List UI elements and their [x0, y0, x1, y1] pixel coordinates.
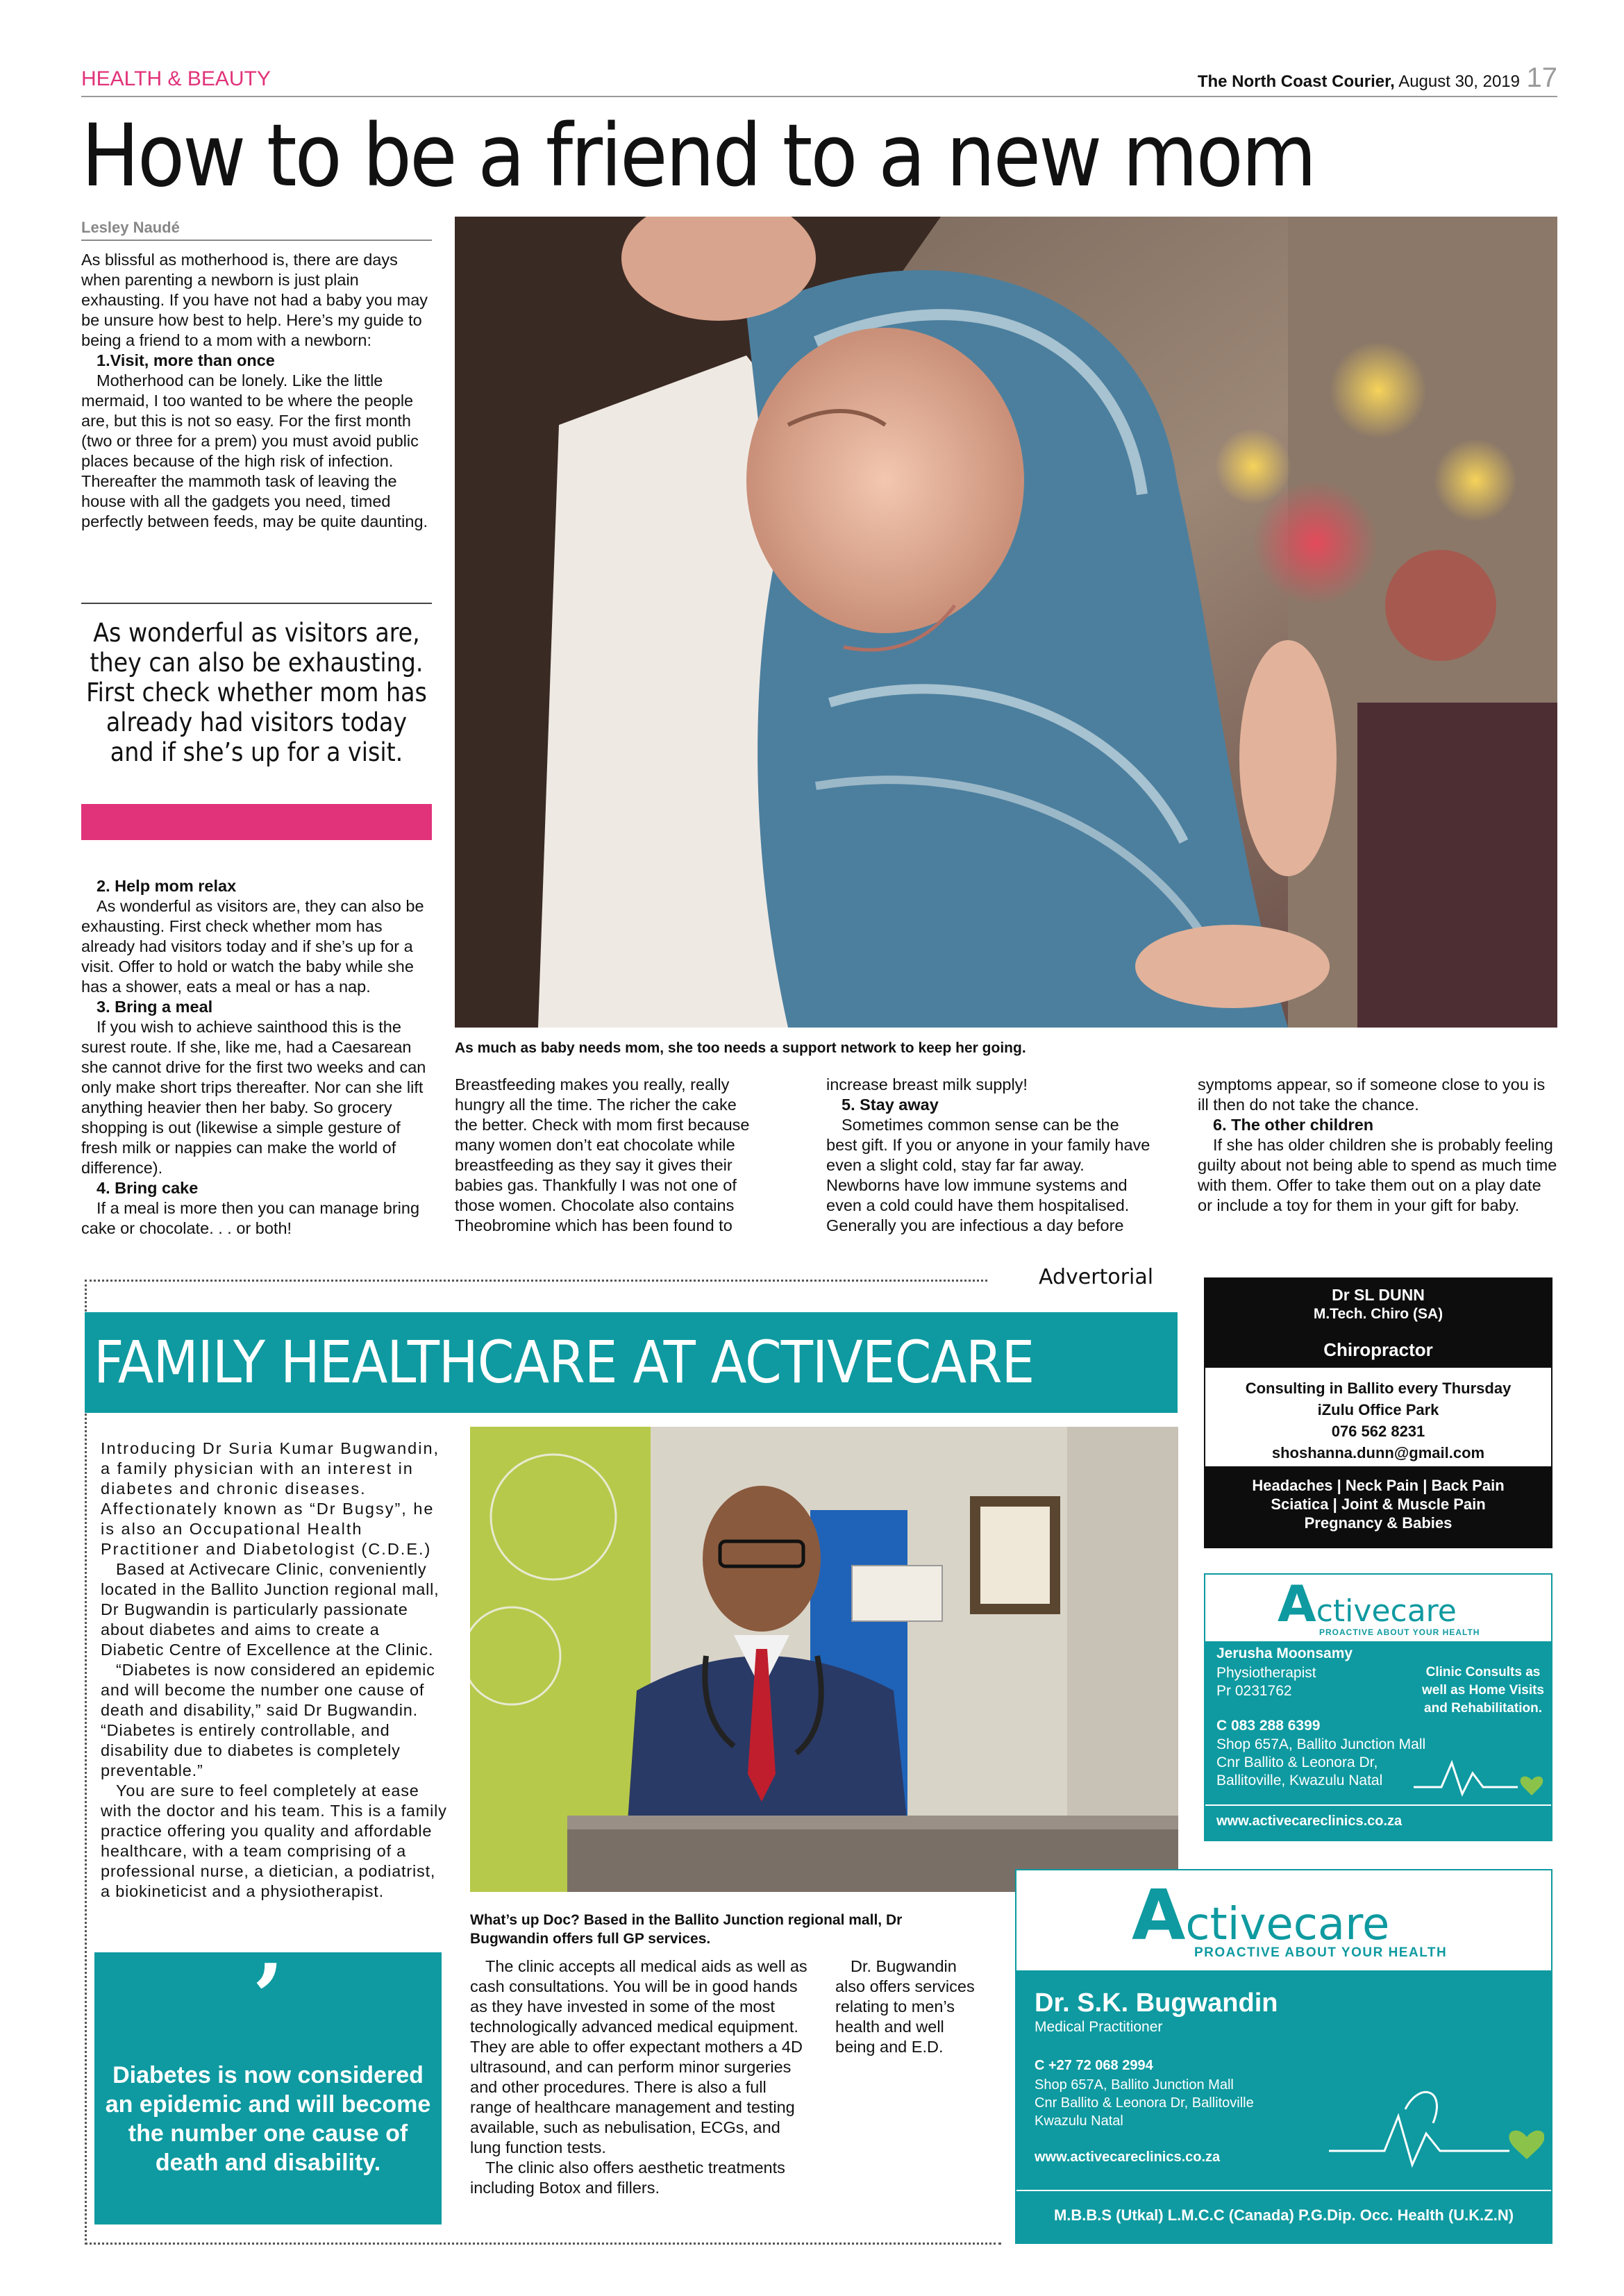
- doctor-ad-name: Dr. S.K. Bugwandin: [1035, 1988, 1278, 2018]
- physiotherapist-role: Physiotherapist: [1216, 1665, 1316, 1681]
- doctor-ad-address-3: Kwazulu Natal: [1035, 2113, 1123, 2129]
- doctor-ad-website[interactable]: www.activecareclinics.co.za: [1035, 2150, 1221, 2165]
- activecare-logo: [1278, 1575, 1457, 1633]
- article-intro-column: [81, 250, 432, 532]
- subhead-other-children: 6. The other children: [1213, 1116, 1374, 1134]
- advertorial-aesthetics: The clinic also offers aesthetic treatments including Botox and fillers.: [470, 2159, 785, 2197]
- advertorial-para-3: You are sure to feel completely at ease with the doctor and his team. This is a family practice offering you quality and affordable healthcare, with a team comprising of a professional nurse, a dietician, a podiatrist, a biokineticist and a physiotherapist.: [101, 1782, 447, 1900]
- masthead-line: [1198, 72, 1520, 92]
- advertorial-para-2: “Diabetes is now considered an epidemic and will become the number one cause of death and disability,” said Dr Bugwandin. “Diabetes is entirely controllable, and disability due to diabetes is completely preventable.”: [101, 1661, 435, 1779]
- advertorial-left-border: [85, 1280, 87, 2245]
- physiotherapist-address-2: Cnr Ballito & Leonora Dr,: [1216, 1754, 1378, 1770]
- advertorial-intro: Introducing Dr Suria Kumar Bugwandin, a family physician with an interest in diabetes and chronic diseases. Affectionately known as “Dr Bugsy”, he is also an Occupational Health Practitioner and Diabetologist (C.D.E.): [101, 1439, 440, 1558]
- advertorial-mens-health: Dr. Bugwandin also offers services relating to men’s health and well being and E.D.: [835, 1957, 975, 2056]
- doctor-ad-address-2: Cnr Ballito & Leonora Dr, Ballitoville: [1035, 2095, 1254, 2111]
- advertorial-para-1: Based at Activecare Clinic, conveniently located in the Ballito Junction regional mall, Dr Bugwandin is particularly passionate about diabetes and aims to create a Diabetic Centre of Excellence at the Clinic.: [101, 1560, 440, 1659]
- paragraph-other-children: If she has older children she is probably feeling guilty about not being able to spend as much time with them. Offer to take them out on a play date or include a toy for them in your gift for baby.: [1198, 1136, 1557, 1214]
- paragraph-relax: As wonderful as visitors are, they can also be exhausting. First check whether mom has already had visitors today and if she’s up for a visit. Offer to hold or watch the baby while she has a shower, eats a meal or has a nap.: [81, 897, 424, 996]
- paragraph-milk: increase breast milk supply!: [826, 1075, 1028, 1093]
- chiropractor-services: [1204, 1466, 1552, 1548]
- paper-name: The North Coast Courier,: [1197, 72, 1395, 91]
- advertorial-top-border: [85, 1280, 987, 1282]
- physiotherapist-note: Clinic Consults as well as Home Visits and Rehabilitation.: [1421, 1665, 1544, 1716]
- subhead-cake: 4. Bring cake: [97, 1179, 199, 1197]
- activecare-logo-large-icon: A: [1132, 1875, 1186, 1956]
- article-left-column: [81, 876, 432, 1239]
- activecare-tagline: PROACTIVE ABOUT YOUR HEALTH: [1319, 1627, 1480, 1637]
- issue-date: August 30, 2019: [1398, 72, 1520, 91]
- subhead-visit: 1.Visit, more than once: [97, 351, 275, 369]
- advertorial-column-2: [470, 1956, 810, 2198]
- activecare-logo-text: ctivecare: [1316, 1593, 1457, 1629]
- paragraph-symptoms: symptoms appear, so if someone close to you is ill then do not take the chance.: [1198, 1075, 1546, 1114]
- physiotherapist-divider: [1205, 1804, 1551, 1806]
- doctor-photo-caption: What’s up Doc? Based in the Ballito Junction regional mall, Dr Bugwandin offers full GP services.: [470, 1912, 903, 1947]
- doctor-ad-qualifications: M.B.B.S (Utkal) L.M.C.C (Canada) P.G.Dip. Occ. Health (U.K.Z.N): [1053, 2206, 1514, 2224]
- chiropractor-details: [1204, 1377, 1552, 1464]
- doctor-ad-phone: C +27 72 068 2994: [1035, 2058, 1153, 2073]
- article-column-2: [455, 1075, 760, 1236]
- advertorial-quote: Diabetes is now considered an epidemic and will become the number one cause of death and disability.: [105, 2062, 431, 2176]
- physiotherapist-website[interactable]: www.activecareclinics.co.za: [1216, 1813, 1403, 1829]
- header-rule: [81, 96, 1557, 97]
- activecare-logo-large-text: ctivecare: [1185, 1899, 1390, 1950]
- intro-paragraph: As blissful as motherhood is, there are days when parenting a newborn is just plain exhausting. If you have not had a baby you may be unsure how best to help. Here’s my guide to being a friend to a mom with a newborn:: [81, 251, 428, 349]
- chiropractor-service-1: Headaches | Neck Pain | Back Pain: [1252, 1477, 1505, 1494]
- physiotherapist-details-panel: [1205, 1641, 1551, 1841]
- activecare-logo-icon: A: [1278, 1575, 1316, 1633]
- chiropractor-phone: 076 562 8231: [1331, 1423, 1425, 1440]
- chiropractor-service-2: Sciatica | Joint & Muscle Pain: [1271, 1495, 1486, 1513]
- activecare-logo-large: [1132, 1875, 1389, 1956]
- chiropractor-service-3: Pregnancy & Babies: [1304, 1514, 1453, 1532]
- chiropractor-role: Chiropractor: [1323, 1339, 1433, 1360]
- mother-baby-photo: [455, 217, 1557, 1028]
- advertorial-label: Advertorial: [1039, 1265, 1154, 1289]
- paragraph-breastfeeding: Breastfeeding makes you really, really hungry all the time. The richer the cake the better. Check with mom first because many women don’t eat chocolate while breastfeeding as they say it gives their babies gas. Thankfully I was not one of those women. Chocolate also contains Theobromine which has been found to: [455, 1075, 750, 1234]
- doctor-ad-role: Medical Practitioner: [1035, 2019, 1163, 2035]
- byline: Lesley Naudé: [81, 219, 432, 241]
- physiotherapist-practice-number: Pr 0231762: [1216, 1683, 1292, 1699]
- paragraph-cake: If a meal is more then you can manage bring cake or chocolate. . . or both!: [81, 1199, 420, 1237]
- physiotherapist-name: Jerusha Moonsamy: [1216, 1645, 1353, 1661]
- physiotherapist-address-3: Ballitoville, Kwazulu Natal: [1216, 1773, 1383, 1788]
- article-title: How to be a friend to a new mom: [81, 106, 1315, 206]
- physiotherapist-phone: C 083 288 6399: [1216, 1718, 1321, 1734]
- section-label: HEALTH & BEAUTY: [81, 67, 271, 90]
- chiropractor-schedule: Consulting in Ballito every Thursday: [1245, 1380, 1512, 1397]
- heartbeat-heart-icon: [1414, 1745, 1546, 1801]
- pullquote-accent-bar: [81, 804, 432, 840]
- doctor-ad-details-panel: [1016, 1970, 1551, 2243]
- advertorial-column-3: [835, 1956, 981, 2057]
- chiropractor-ad-header: [1204, 1277, 1552, 1368]
- paragraph-visit: Motherhood can be lonely. Like the little mermaid, I too wanted to be where the people are, but this is not so easy. For the first month (two or three for a prem) you must avoid public places because of the high risk of infection. Thereafter the mammoth task of leaving the house with all the gadgets you need, timed perfectly between feeds, may be quite daunting.: [81, 371, 428, 530]
- physiotherapist-address-1: Shop 657A, Ballito Junction Mall: [1216, 1736, 1426, 1752]
- page-number: 17: [1526, 62, 1557, 93]
- chiropractor-email: shoshanna.dunn@gmail.com: [1271, 1444, 1485, 1461]
- doctor-ad-divider: [1016, 2190, 1551, 2191]
- advertorial-bottom-border: [85, 2243, 1001, 2245]
- paragraph-meal: If you wish to achieve sainthood this is the surest route. If she, like me, had a Caesarean she cannot drive for the first two weeks and can only make short trips thereafter. Nor can she lift anything heavier then her baby. So grocery shopping is out (likewise a simple gesture of fresh milk or nappies can make the world of difference).: [81, 1018, 426, 1177]
- subhead-relax: 2. Help mom relax: [97, 877, 237, 895]
- activecare-large-tagline: PROACTIVE ABOUT YOUR HEALTH: [1194, 1945, 1448, 1960]
- article-column-4: [1198, 1075, 1557, 1216]
- heartbeat-heart-large-icon: [1329, 2068, 1544, 2172]
- subhead-meal: 3. Bring a meal: [97, 998, 213, 1016]
- doctor-photo: [470, 1427, 1178, 1892]
- advertorial-medical-aids: The clinic accepts all medical aids as well as cash consultations. You will be in good hands as they have invested in some of the most technologically advanced medical equipment. They are able to offer expectant mothers a 4D ultrasound, and can perform minor surgeries and other procedures. There is also a full range of healthcare management and testing available, such as nebulisation, ECGs, and lung function tests.: [470, 1957, 807, 2156]
- paragraph-stay-away: Sometimes common sense can be the best gift. If you or anyone in your family have even a slight cold, stay far far away. Newborns have low immune systems and even a cold could have them hospitalised. Generally you are infectious a day before: [826, 1116, 1150, 1234]
- chiropractor-qualification: M.Tech. Chiro (SA): [1313, 1306, 1443, 1322]
- article-column-3: [826, 1075, 1153, 1236]
- advertorial-banner-title: FAMILY HEALTHCARE AT ACTIVECARE: [94, 1328, 1035, 1396]
- photo-caption: As much as baby needs mom, she too needs a support network to keep her going.: [455, 1040, 1026, 1056]
- advertorial-left-column: [101, 1439, 448, 1902]
- doctor-ad-address-1: Shop 657A, Ballito Junction Mall: [1035, 2077, 1234, 2093]
- subhead-stay-away: 5. Stay away: [842, 1096, 939, 1114]
- pullquote: As wonderful as visitors are, they can also be exhausting. First check whether mom has already had visitors today and if she’s up for a visit.: [86, 618, 427, 767]
- chiropractor-location: iZulu Office Park: [1317, 1401, 1439, 1418]
- pullquote-rule: [81, 603, 432, 604]
- quote-mark-icon: ’: [252, 1944, 284, 2050]
- chiropractor-name: Dr SL DUNN: [1332, 1286, 1425, 1304]
